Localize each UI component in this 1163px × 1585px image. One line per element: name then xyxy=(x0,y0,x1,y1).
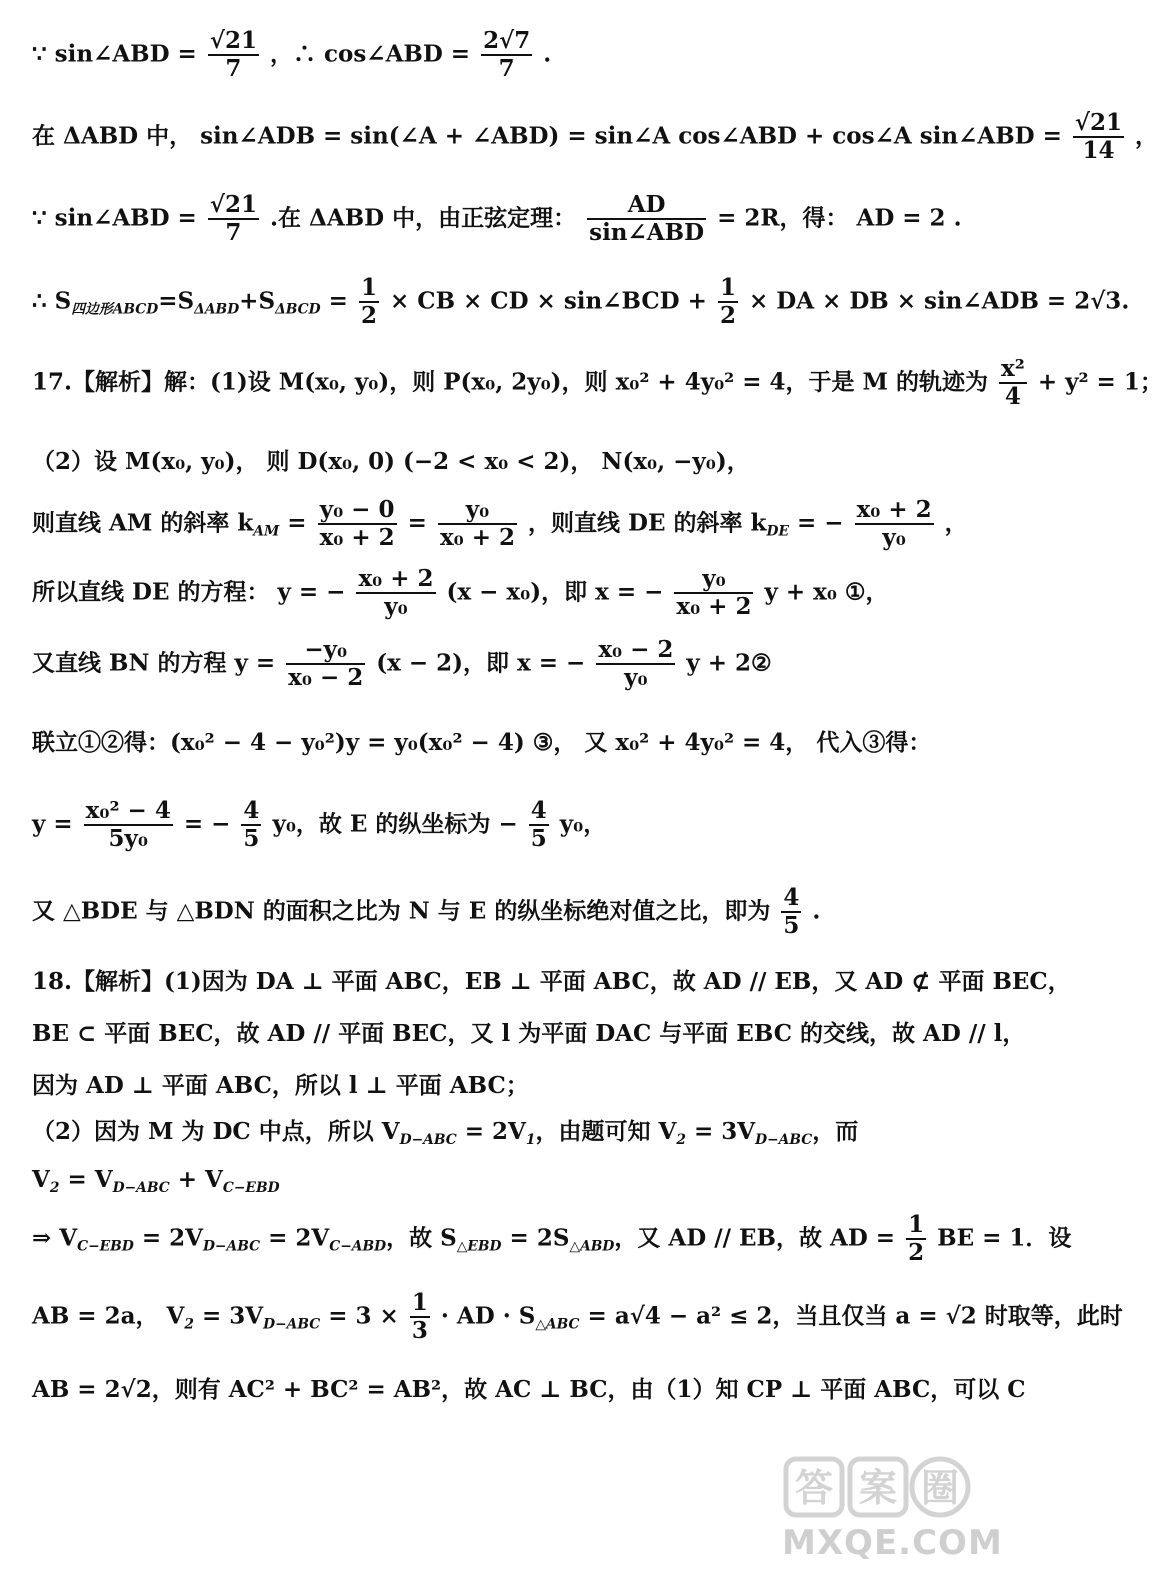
line-q18-part1a xyxy=(32,963,1071,996)
line-combine xyxy=(32,724,931,757)
text: = a√4 − a² ≤ 2，当且仅当 a = √2 时取等，此时 xyxy=(587,1302,1123,1330)
subscript: △ABD xyxy=(569,1238,615,1255)
line-sin-cos-abd xyxy=(32,28,551,83)
line-y-result xyxy=(32,798,606,853)
text: V xyxy=(32,1166,50,1193)
subscript: ΔABD xyxy=(194,301,240,318)
text: = 2S xyxy=(509,1224,570,1252)
denominator: 7 xyxy=(225,219,242,247)
text: = V xyxy=(67,1166,113,1193)
fraction xyxy=(410,1290,430,1345)
text: ，则直线 DE 的斜率 k xyxy=(528,509,767,537)
text: 又直线 BN 的方程 y = xyxy=(32,649,276,677)
denominator: 7 xyxy=(225,55,242,83)
denominator: 2 xyxy=(360,302,377,330)
line-slopes xyxy=(32,497,968,552)
text: . xyxy=(812,897,821,925)
subscript: 2 xyxy=(184,1316,194,1333)
text: AB = 2a， V xyxy=(32,1302,185,1330)
text: y₀， xyxy=(559,810,607,838)
subscript: D−ABC xyxy=(202,1238,261,1255)
denominator: 5y₀ xyxy=(108,825,148,853)
fraction xyxy=(999,356,1027,411)
text: = 3V xyxy=(201,1302,264,1330)
text: × DA × DB × sin∠ADB = 2√3. xyxy=(748,287,1130,315)
text: = − xyxy=(183,810,231,838)
line-q17-part1 xyxy=(32,356,1163,411)
numerator: x₀² − 4 xyxy=(84,798,173,826)
fraction xyxy=(318,497,397,552)
numerator: 1 xyxy=(906,1212,926,1240)
line-ab-2root2 xyxy=(32,1371,1026,1404)
text: BE = 1．设 xyxy=(937,1224,1072,1252)
numerator: y₀ xyxy=(674,566,753,594)
line-v2-sum xyxy=(32,1166,280,1196)
subscript: DE xyxy=(766,523,789,540)
numerator: x₀ + 2 xyxy=(855,497,934,525)
subscript: C−EBD xyxy=(77,1238,134,1255)
fraction xyxy=(481,28,532,83)
line-q18-part1b xyxy=(32,1015,1025,1048)
numerator: x₀ − 2 xyxy=(596,637,675,665)
text: =S xyxy=(158,287,195,315)
numerator: 4 xyxy=(781,885,801,913)
watermark-char-2: 案 xyxy=(858,1466,898,1510)
line-de-equation xyxy=(32,566,889,621)
numerator: √21 xyxy=(208,192,259,220)
text: = 2R，得： xyxy=(717,204,849,232)
numerator: AD xyxy=(587,192,706,220)
fraction xyxy=(84,798,173,853)
numerator: y₀ xyxy=(438,497,517,525)
watermark-logo-icon xyxy=(782,1453,972,1523)
text: ⇒ V xyxy=(32,1224,78,1252)
watermark-char-3: 圈 xyxy=(920,1466,960,1510)
numerator: −y₀ xyxy=(286,637,365,665)
denominator: 7 xyxy=(498,55,515,83)
line-sine-law xyxy=(32,192,962,247)
text: = 2V xyxy=(268,1224,330,1252)
subscript: ΔBCD xyxy=(275,301,321,318)
line-sin-adb xyxy=(32,110,1158,165)
subscript: C−EBD xyxy=(222,1179,280,1196)
fraction xyxy=(529,798,549,853)
numerator: 1 xyxy=(410,1290,430,1318)
text: 所以直线 DE 的方程： xyxy=(32,578,270,606)
text: .在 ΔABD 中，由正弦定理： xyxy=(270,204,577,232)
numerator: x₀ + 2 xyxy=(356,566,435,594)
line-bn-equation xyxy=(32,637,772,692)
subscript: △ABC xyxy=(535,1316,580,1333)
subscript: D−ABC xyxy=(755,1131,813,1148)
subscript: D−ABC xyxy=(399,1131,457,1148)
denominator: sin∠ABD xyxy=(589,219,705,247)
fraction xyxy=(1073,110,1124,165)
text: ，又 AD // EB，故 AD = xyxy=(614,1224,896,1252)
fraction xyxy=(286,637,365,692)
text: 因为 AD ⊥ 平面 ABC，所以 l ⊥ 平面 ABC； xyxy=(32,1072,529,1099)
fraction xyxy=(356,566,435,621)
text: BE ⊂ 平面 BEC，故 AD // 平面 BEC，又 l 为平面 DAC 与平面 EBC 的交线，故 AD // l， xyxy=(32,1020,1026,1047)
denominator: 2 xyxy=(719,302,736,330)
text: y = xyxy=(32,810,73,838)
text: AD = 2 . xyxy=(856,204,962,232)
text: = 3V xyxy=(694,1118,756,1145)
text: = xyxy=(328,287,348,315)
denominator: x₀ + 2 xyxy=(319,524,395,552)
line-q18-part2 xyxy=(32,1113,858,1148)
numerator: √21 xyxy=(1073,110,1124,138)
denominator: 5 xyxy=(243,825,260,853)
text: 联立①②得：(x₀² − 4 − y₀²)y = y₀(x₀² − 4) ③， 又 x₀² + 4y₀² = 4， 代入③得： xyxy=(32,729,932,756)
numerator: 4 xyxy=(241,798,261,826)
fraction xyxy=(781,885,801,940)
line-area-ratio xyxy=(32,885,820,940)
text: (x − 2)，即 x = − xyxy=(376,649,586,677)
subscript: △EBD xyxy=(456,1238,502,1255)
text: ，而 xyxy=(812,1118,859,1145)
text: + V xyxy=(177,1166,223,1193)
subscript: AM xyxy=(253,523,280,540)
numerator: 4 xyxy=(529,798,549,826)
text: . xyxy=(543,40,552,68)
denominator: 5 xyxy=(783,912,800,940)
text: ， xyxy=(944,509,968,537)
denominator: 14 xyxy=(1082,137,1115,165)
text: y + x₀ ①， xyxy=(764,578,889,606)
text: （2）因为 M 为 DC 中点，所以 V xyxy=(32,1118,400,1145)
fraction xyxy=(855,497,934,552)
watermark-site: MXQE.COM xyxy=(782,1523,1003,1563)
text: +S xyxy=(239,287,276,315)
denominator: y₀ xyxy=(624,664,648,692)
text: y + 2② xyxy=(686,649,772,677)
text: 又 △BDE 与 △BDN 的面积之比为 N 与 E 的纵坐标绝对值之比，即为 xyxy=(32,897,771,925)
line-volume-chain xyxy=(32,1212,1071,1267)
denominator: 2 xyxy=(908,1239,925,1267)
text: + y² = 1； xyxy=(1037,368,1163,396)
line-area-sum xyxy=(32,275,1129,330)
fraction xyxy=(906,1212,926,1267)
text: = − xyxy=(796,509,844,537)
text: 18.【解析】(1)因为 DA ⊥ 平面 ABC，EB ⊥ 平面 ABC，故 AD // EB，又 AD ⊄ 平面 BEC， xyxy=(32,968,1071,995)
line-ab-2a xyxy=(32,1290,1123,1345)
denominator: x₀ + 2 xyxy=(439,524,516,552)
fraction xyxy=(587,192,706,247)
fraction xyxy=(241,798,261,853)
subscript: D−ABC xyxy=(263,1316,321,1333)
subscript: 四边形ABCD xyxy=(71,301,159,318)
text: 17.【解析】解：(1)设 M(x₀, y₀)，则 P(x₀, 2y₀)，则 x₀² + 4y₀² = 4，于是 M 的轨迹为 xyxy=(32,368,988,396)
text: ∴ S xyxy=(32,287,72,315)
fraction xyxy=(718,275,738,330)
line-q18-part1c xyxy=(32,1067,529,1100)
text: ，由题可知 V xyxy=(535,1118,677,1145)
numerator: 1 xyxy=(359,275,379,303)
denominator: y₀ xyxy=(882,524,906,552)
text: = xyxy=(287,509,307,537)
fraction xyxy=(596,637,675,692)
denominator: 4 xyxy=(1004,383,1021,411)
text: 在 ΔABD 中， xyxy=(32,122,193,150)
numerator: y₀ − 0 xyxy=(318,497,397,525)
fraction xyxy=(208,28,259,83)
text: 则直线 AM 的斜率 k xyxy=(32,509,254,537)
text: sin∠ADB = sin(∠A + ∠ABD) = sin∠A cos∠ABD + cos∠A sin∠ABD = xyxy=(200,122,1062,150)
text: y = − xyxy=(277,578,346,606)
subscript: D−ABC xyxy=(112,1179,170,1196)
numerator: 2√7 xyxy=(481,28,532,56)
text: AB = 2√2，则有 AC² + BC² = AB²，故 AC ⊥ BC，由（1）知 CP ⊥ 平面 ABC，可以 C xyxy=(32,1376,1026,1403)
denominator: x₀ − 2 xyxy=(288,664,364,692)
numerator: √21 xyxy=(208,28,259,56)
numerator: x² xyxy=(999,356,1027,384)
numerator: 1 xyxy=(718,275,738,303)
fraction xyxy=(674,566,753,621)
text: = 2V xyxy=(464,1118,526,1145)
text: （2）设 M(x₀, y₀)， 则 D(x₀, 0) (−2 < x₀ < 2)， N(x₀, −y₀)， xyxy=(32,448,750,475)
subscript: 2 xyxy=(49,1179,60,1196)
fraction xyxy=(438,497,517,552)
text: ，故 S xyxy=(386,1224,457,1252)
subscript: C−ABD xyxy=(329,1238,387,1255)
denominator: 5 xyxy=(530,825,547,853)
line-q17-part2 xyxy=(32,443,750,476)
watermark xyxy=(782,1453,1003,1563)
text: = xyxy=(407,509,427,537)
text: ∵ sin∠ABD = xyxy=(32,204,197,232)
fraction xyxy=(359,275,379,330)
subscript: 2 xyxy=(676,1131,686,1148)
text: = 2V xyxy=(141,1224,203,1252)
denominator: x₀ + 2 xyxy=(676,593,752,621)
text: · AD · S xyxy=(440,1302,536,1330)
text: × CB × CD × sin∠BCD + xyxy=(389,287,707,315)
text: ，∴ cos∠ABD = xyxy=(270,40,471,68)
text: ， xyxy=(1135,122,1159,150)
watermark-char-1: 答 xyxy=(794,1466,834,1510)
text: = 3 × xyxy=(328,1302,399,1330)
text: ∵ sin∠ABD = xyxy=(32,40,197,68)
denominator: y₀ xyxy=(384,593,408,621)
text: (x − x₀)，即 x = − xyxy=(446,578,664,606)
text: y₀，故 E 的纵坐标为 − xyxy=(272,810,518,838)
subscript: 1 xyxy=(525,1131,536,1148)
denominator: 3 xyxy=(411,1317,428,1345)
fraction xyxy=(208,192,259,247)
